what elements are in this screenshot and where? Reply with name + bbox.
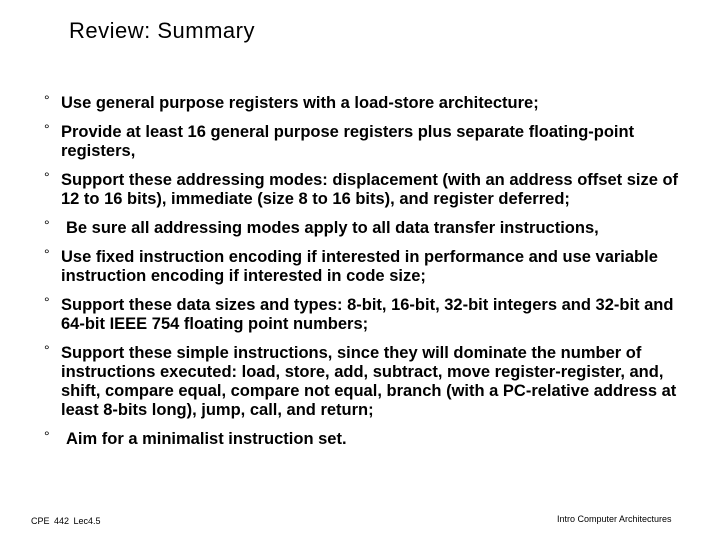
- bullet-marker-icon: °: [44, 217, 50, 233]
- bullet-text: Support these data sizes and types: 8-bit, 16-bit, 32-bit integers and 32-bit and 64-bit IEEE 754 floating point numbers;: [61, 296, 674, 333]
- bullet-list: [44, 94, 684, 459]
- bullet-marker-icon: °: [44, 428, 50, 444]
- bullet-text: Use fixed instruction encoding if interested in performance and use variable instruction encoding if interested in code size;: [61, 248, 658, 285]
- bullet-item: [44, 344, 684, 420]
- bullet-text: Use general purpose registers with a load-store architecture;: [61, 94, 539, 112]
- bullet-item: [44, 430, 684, 449]
- bullet-text: Be sure all addressing modes apply to all data transfer instructions,: [66, 219, 599, 237]
- bullet-text: Support these addressing modes: displacement (with an address offset size of 12 to 16 bits), immediate (size 8 to 16 bits), and register deferred;: [61, 171, 679, 208]
- bullet-item: [44, 219, 684, 238]
- bullet-text: Support these simple instructions, since they will dominate the number of instructions executed: load, store, add, subtract, move register-register, and, shift, compare equal, compare not equal, branch (with a PC-relative address at least 8-bits long), jump, call, and return;: [61, 344, 677, 419]
- bullet-marker-icon: °: [44, 121, 50, 137]
- footer-course: CPE 442 Lec4.5: [31, 516, 101, 526]
- bullet-marker-icon: °: [44, 92, 50, 108]
- bullet-item: [44, 248, 684, 286]
- bullet-item: [44, 171, 684, 209]
- bullet-item: [44, 94, 684, 113]
- bullet-text: Provide at least 16 general purpose registers plus separate floating-point registers,: [61, 123, 635, 160]
- bullet-marker-icon: °: [44, 294, 50, 310]
- footer-subject: Intro Computer Architectures: [557, 514, 672, 524]
- slide-title: Review: Summary: [69, 18, 255, 43]
- bullet-item: [44, 123, 684, 161]
- bullet-item: [44, 296, 684, 334]
- bullet-text: Aim for a minimalist instruction set.: [66, 430, 347, 448]
- bullet-marker-icon: °: [44, 169, 50, 185]
- bullet-marker-icon: °: [44, 246, 50, 262]
- bullet-marker-icon: °: [44, 342, 50, 358]
